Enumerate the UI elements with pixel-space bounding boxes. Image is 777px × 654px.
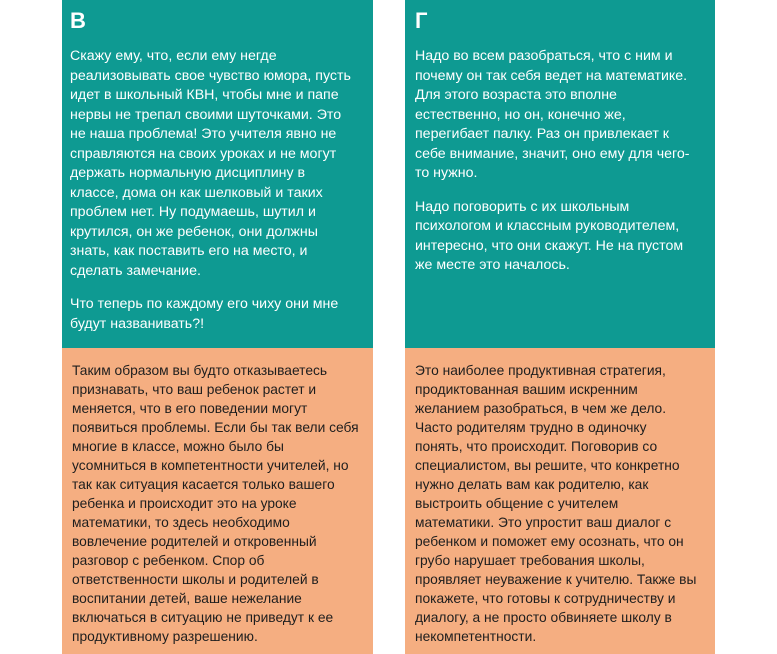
option-g-feedback-card (405, 348, 715, 654)
option-g-card (405, 0, 715, 348)
option-g-feedback-text: Это наиболее продуктивная стратегия, продиктованная вашим искренним желанием разобраться, в чем же дело. Часто родителям трудно в одиночку понять, что происходит. Поговорив со специалистом, вы решите, что конкретно нужно делать вам как родителю, как выстроить общение с учителем математики. Это упростит ваш диалог с ребенком и поможет ему осознать, что он грубо нарушает требования школы, проявляет неуважение к учителю. Также вы покажете, что готовы к сотрудничеству и диалогу, а не просто обвиняете школу в некомпетентности. (415, 363, 697, 644)
option-v-card (62, 0, 373, 348)
option-v-paragraph: Скажу ему, что, если ему негде реализовывать свое чувство юмора, пусть идет в школьный КВН, чтобы мне и папе нервы не трепал своими шуточками. Это не наша проблема! Это учителя явно не справляются на своих уроках и не могут держать нормальную дисциплину в классе, дома он как шелковый и таких проблем нет. Ну подумаешь, шутил и крутился, он же ребенок, они должны знать, как поставить его на место, и сделать замечание. (70, 48, 351, 279)
option-v-feedback-card (62, 348, 373, 654)
option-v-feedback-text: Таким образом вы будто отказываетесь признавать, что ваш ребенок растет и меняется, что в его поведении могут появиться проблемы. Если бы так вели себя многие в классе, можно было бы усомниться в компетентности учителей, но так как ситуация касается только вашего ребенка и происходит это на уроке математики, то здесь необходимо вовлечение родителей и откровенный разговор с ребенком. Спор об ответственности школы и родителей в воспитании детей, ваше нежелание включаться в ситуацию не приведут к ее продуктивному разрешению. (72, 363, 359, 644)
option-v-paragraph: Что теперь по каждому его чиху они мне будут названивать?! (70, 296, 339, 332)
option-g-paragraph: Надо поговорить с их школьным психологом и классным руководителем, интересно, что они скажут. Не на пустом же месте это началось. (415, 198, 684, 273)
option-g-letter: Г (415, 8, 428, 33)
option-g-paragraph: Надо во всем разобраться, что с ним и почему он так себя ведет на математике. Для этого возраста это вполне естественно, но он, конечно же, перегибает палку. Раз он привлекает к себе внимание, значит, оно ему для чего- то нужно. (415, 48, 690, 181)
option-v-letter: В (70, 8, 86, 33)
